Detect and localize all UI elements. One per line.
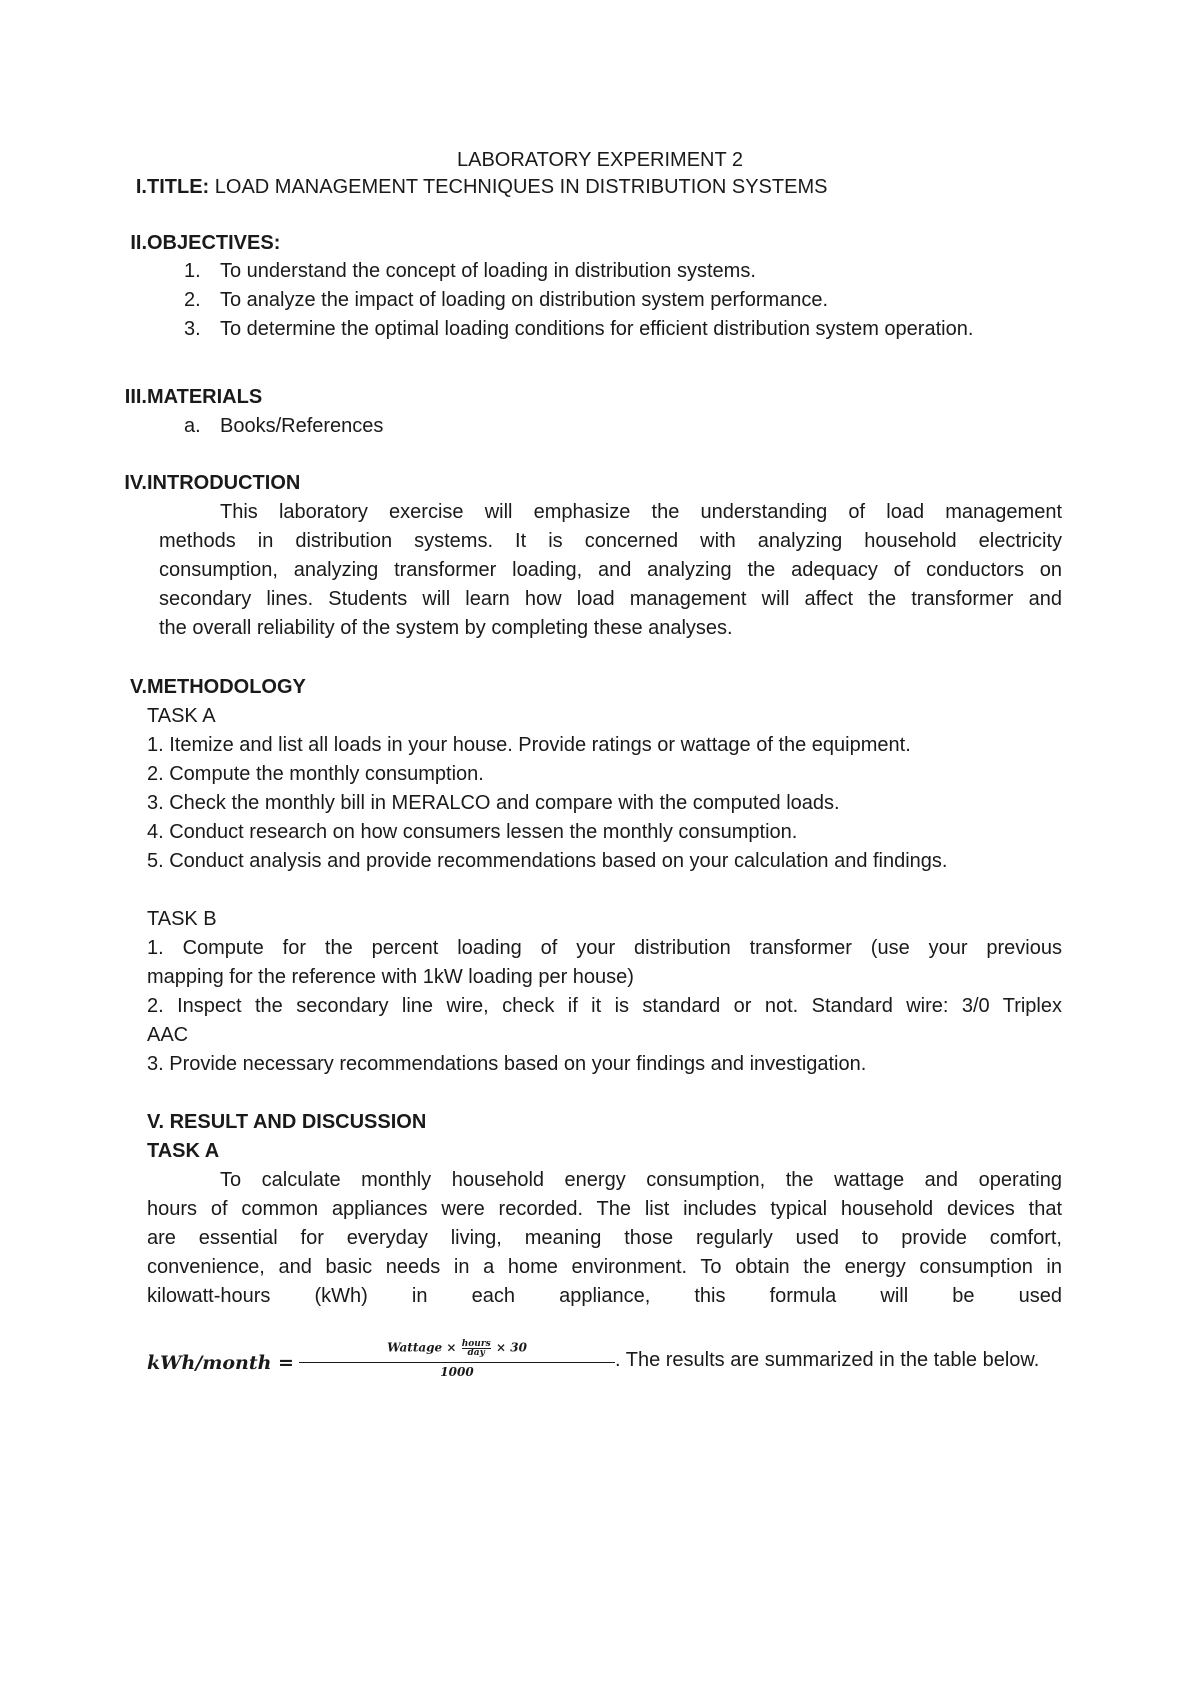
- formula-numerator: [299, 1340, 615, 1357]
- task-b-line: mapping for the reference with 1kW loading per house): [147, 966, 634, 988]
- objective-number: 2.: [184, 289, 201, 311]
- objectives-heading: OBJECTIVES:: [147, 232, 281, 254]
- results-heading: V. RESULT AND DISCUSSION: [147, 1111, 427, 1133]
- task-a-item: 5. Conduct analysis and provide recommendations based on your calculation and findings.: [147, 850, 948, 872]
- objective-number: 1.: [184, 260, 201, 282]
- section-number-4: IV.: [124, 472, 147, 494]
- formula-numerator-times-30: × 30: [495, 1340, 527, 1355]
- objective-item: To determine the optimal loading conditions for efficient distribution system operation.: [220, 318, 974, 340]
- results-paragraph-line: hours of common appliances were recorded. The list includes typical household devices that: [147, 1198, 1062, 1220]
- section-number-5: V.: [129, 676, 147, 698]
- task-b-line: 3. Provide necessary recommendations based on your findings and investigation.: [147, 1053, 867, 1075]
- formula-hours-per-day: [462, 1340, 491, 1357]
- material-item: Books/References: [220, 415, 384, 437]
- formula-denominator: 1000: [440, 1365, 474, 1379]
- formula-line: [147, 1340, 1067, 1380]
- formula-lhs: kWh/month =: [147, 1352, 294, 1374]
- formula-hours: hours: [461, 1339, 491, 1349]
- formula-fraction: [299, 1340, 615, 1380]
- objective-number: 3.: [184, 318, 201, 340]
- task-a-item: 1. Itemize and list all loads in your house. Provide ratings or wattage of the equipment.: [147, 734, 911, 756]
- introduction-line: methods in distribution systems. It is concerned with analyzing household electricity: [159, 530, 1062, 552]
- title-text: LOAD MANAGEMENT TECHNIQUES IN DISTRIBUTION SYSTEMS: [209, 176, 828, 198]
- introduction-heading: INTRODUCTION: [147, 472, 301, 494]
- introduction-line: secondary lines. Students will learn how load management will affect the transformer and: [159, 588, 1062, 610]
- formula-day: day: [467, 1348, 485, 1358]
- task-a-item: 4. Conduct research on how consumers lessen the monthly consumption.: [147, 821, 798, 843]
- task-a-item: 2. Compute the monthly consumption.: [147, 763, 484, 785]
- methodology-heading: METHODOLOGY: [147, 676, 306, 698]
- document-heading: LABORATORY EXPERIMENT 2: [456, 149, 744, 171]
- task-b-line: 1. Compute for the percent loading of your distribution transformer (use your previous: [147, 937, 1062, 959]
- results-paragraph-line: are essential for everyday living, meaning those regularly used to provide comfort,: [147, 1227, 1062, 1249]
- title-line: [147, 174, 827, 200]
- material-letter: a.: [184, 415, 201, 437]
- task-b-label: TASK B: [147, 908, 217, 930]
- formula-numerator-wattage: Wattage ×: [387, 1340, 457, 1355]
- results-paragraph-line: convenience, and basic needs in a home environment. To obtain the energy consumption in: [147, 1256, 1062, 1278]
- objective-item: To understand the concept of loading in distribution systems.: [220, 260, 756, 282]
- results-task-a-label: TASK A: [147, 1140, 220, 1162]
- section-number-1: I.: [135, 176, 147, 198]
- introduction-line: the overall reliability of the system by completing these analyses.: [159, 617, 733, 639]
- formula-trailing-text: . The results are summarized in the table below.: [615, 1349, 1040, 1371]
- formula-fraction-bar: [299, 1362, 615, 1363]
- task-a-label: TASK A: [147, 705, 216, 727]
- introduction-line: This laboratory exercise will emphasize the understanding of load management: [220, 501, 1062, 523]
- materials-heading: MATERIALS: [147, 386, 263, 408]
- task-b-line: 2. Inspect the secondary line wire, check if it is standard or not. Standard wire: 3/0 Triplex: [147, 995, 1062, 1017]
- introduction-line: consumption, analyzing transformer loading, and analyzing the adequacy of conductors on: [159, 559, 1062, 581]
- section-number-3: III.: [124, 386, 147, 408]
- section-number-2: II.: [130, 232, 147, 254]
- objective-item: To analyze the impact of loading on distribution system performance.: [220, 289, 829, 311]
- task-b-line: AAC: [147, 1024, 189, 1046]
- results-paragraph-line: To calculate monthly household energy consumption, the wattage and operating: [220, 1169, 1062, 1191]
- task-a-item: 3. Check the monthly bill in MERALCO and compare with the computed loads.: [147, 792, 840, 814]
- title-label: TITLE:: [147, 176, 210, 198]
- results-paragraph-line: kilowatt-hours (kWh) in each appliance, this formula will be used: [147, 1285, 1062, 1307]
